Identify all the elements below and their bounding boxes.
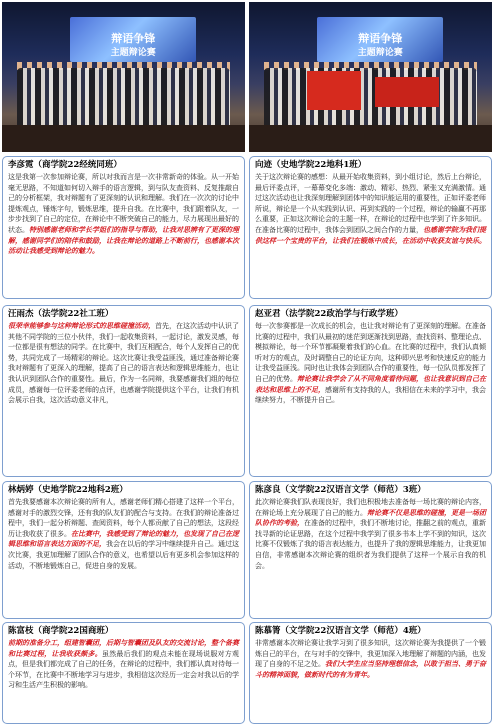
card-text-plain: 关于这次辩论赛的感想：从最开始收集资料，到小组讨论，然后上台辩论，最后评委点评，一幕幕变化多端：激动、精彩、热烈、紧张又充满激情。通过这次活动也让我深刻理解到团体中的知识能运用的重要性，正如评委老师所说，辩论是一个从实践到认识、再到实践的一个过程，辩论的输赢不再那么重要，正如这次辩论会的主题一样，在辩论的过程中也学到了许多知识。在准备比赛的过程中，我体会到团队之间合作的力量， bbox=[255, 173, 486, 234]
event-photo-group-right bbox=[249, 2, 492, 152]
participants-group bbox=[264, 68, 478, 125]
screen-title: 辩语争锋 bbox=[358, 31, 403, 45]
card-text-highlight: 辩论赛不仅是思维的碰撞，更是一场团队协作的考验， bbox=[255, 507, 486, 528]
reflection-card bbox=[2, 481, 245, 619]
card-text bbox=[255, 172, 486, 246]
card-author: 李彦霓（商学院22经统同班） bbox=[8, 160, 122, 170]
screen-title: 辩语争锋 bbox=[111, 31, 156, 45]
card-text bbox=[8, 497, 239, 571]
card-text-plain: 非常感谢本次辩论赛让我学习到了很多知识，这次辩论赛为我提供了一个锻炼自己的平台，在与对手的交锋中，我更加深入地理解了辩题的内涵，也发现了自身的不足之处。 bbox=[255, 639, 486, 669]
red-flag bbox=[307, 71, 360, 110]
card-text-highlight: 辩论赛让我学会了从不同角度看待问题，也让我意识到自己在表达和思维上的不足， bbox=[255, 373, 486, 394]
card-text-plain: 在准备的过程中，我们不断地讨论，推翻之前的观点，重新找寻新的论证思路，在这个过程中我学到了很多书本上学不到的知识，这次比赛不仅锻炼了我的语言表达能力，也提升了我的逻辑思维能力，让我更加自信，非常感谢本次辩论赛的组织者为我们提供了这样一个展示自我的机会。 bbox=[255, 519, 486, 570]
card-text-plain: 首先，在这次活动中认识了其他不同学院的三位小伙伴，我们一起收集资料，一起讨论，激发灵感，每一位都是很有想法的同学。在比赛中，我们互相配合，每个人发挥自己的优势，共同完成了一场精彩的辩论。这次比赛让我受益匪浅，通过准备辩论赛我对辩题有了更深入的理解，提高了自己的语言表达和逻辑思维能力，也让我认识到团队合作的重要性。最后，作为一名同辩，我要感谢我们组的每位成员，感谢每一位评委老师的点评，也感谢学院提供这个平台，让我们有机会展示自我，这次活动意义非凡， bbox=[8, 322, 239, 405]
reflection-card bbox=[2, 156, 245, 299]
card-text-highlight: 在比赛中，我感受到了辩论的魅力，也发现了自己在逻辑思维和语言表达方面的不足， bbox=[8, 528, 239, 549]
card-author: 汪雨杰（法学院22社工班） bbox=[8, 309, 114, 319]
stage-floor bbox=[249, 125, 492, 152]
card-text-plain: 每一次参赛都是一次成长的机会，也让我对辩论有了更深刻的理解。在准备比赛的过程中，我们从最初的迷茫到逐渐找到思路，查找资料、整理论点、模拟辩论，每一个环节都凝聚着我们的心血。在比赛的过程中，我们认真倾听对方的观点，及时调整自己的论证方向，这种即兴思考和快速反应的能力让我受益匪浅。同时也让我体会到团队合作的重要性，每一位队员都发挥了自己的优势。 bbox=[255, 322, 486, 383]
card-author: 陈富枝（商学院22国商班） bbox=[8, 626, 114, 636]
card-text bbox=[255, 638, 486, 680]
card-text bbox=[8, 321, 239, 406]
reflection-card bbox=[249, 622, 492, 724]
reflection-card bbox=[2, 622, 245, 724]
card-text-highlight: 很荣幸能够参与这种辩论形式的思维碰撞活动， bbox=[8, 321, 155, 330]
red-banner bbox=[375, 77, 438, 107]
card-text-plain: 我会在以后的学习中继续提升自己。通过这次比赛，我更加理解了团队合作的意义，也希望以后有更多机会参加这样的活动，不断地锻炼自己，促进自身的发展。 bbox=[8, 540, 239, 570]
participants-group bbox=[17, 68, 231, 125]
card-text bbox=[8, 638, 239, 691]
screen-subtitle: 主题辩论赛 bbox=[110, 47, 156, 58]
stage-floor bbox=[2, 125, 245, 152]
card-text bbox=[255, 321, 486, 406]
card-text bbox=[255, 497, 486, 571]
stage-screen bbox=[70, 17, 196, 62]
screen-subtitle: 主题辩论赛 bbox=[357, 47, 403, 58]
card-author: 向迹（史地学院22地科1班） bbox=[255, 160, 367, 170]
card-text-plain: 首先我要感谢本次辩论赛的所有人，感谢老师们精心搭建了这样一个平台，感谢对手的激烈交锋，还有我的队友们的配合与支持。在我们的辩论准备过程中，我们一起分析辩题、查阅资料，每个人都贡献了自己的想法，这段经历让我收获了很多。 bbox=[8, 498, 239, 538]
reflection-card bbox=[2, 305, 245, 477]
reflection-card bbox=[249, 481, 492, 619]
card-author: 林炳婷（史地学院22地科2班） bbox=[8, 485, 128, 495]
card-author: 陈彦良（文学院22汉语言文学（师范）3班） bbox=[255, 485, 426, 495]
card-text-plain: 虽然最后我们的观点未能在现场说服对方观点，但是我们都完成了自己的任务，在辩论的过程中，我们都认真对待每一个环节，在比赛中不断地学习与进步，我相信这次经历一定会对我以后的学习和生活产生积极的影响。 bbox=[8, 649, 240, 690]
card-text-highlight: 特别感谢老师和学长学姐们的指导与帮助，让我对思辨有了更深的理解，感谢同学们的陪伴和鼓励，让我在辩论的道路上不断前行，也感谢本次活动让我感受到辩论的魅力。 bbox=[8, 224, 239, 256]
card-author: 赵亚君（法学院22政治学与行政学班） bbox=[255, 309, 403, 319]
card-text-highlight: 我们大学生应当坚持理想信念，以敢于担当、勇于奋斗的精神面貌，做新时代的有为青年。 bbox=[255, 659, 486, 679]
card-text bbox=[8, 172, 239, 257]
card-text-highlight: 也感谢学院为我们提供这样一个宝贵的平台，让我们在锻炼中成长，在活动中收获友谊与快乐。 bbox=[255, 224, 486, 245]
stage-screen bbox=[317, 17, 443, 62]
event-photo-group-left bbox=[2, 2, 245, 152]
card-text-plain: 这是我第一次参加辩论赛，所以对我而言是一次非常新奇的体验。从一开始毫无思路，不知道如何切入辩手的语言逻辑，到与队友查资料、反复推敲自己的分析框架，我对辩题有了更深刻的认识和理解。我们在一次次的讨论中提炼观点，锤炼字句，锻炼思维，提升自我。在比赛中，我们跟着队友，一步步找到了自己的定位，在辩论中不断突破自己的能力，尽力展现出最好的状态。 bbox=[8, 173, 239, 234]
reflection-card bbox=[249, 156, 492, 299]
card-text-plain: 此次辩论赛我们队表现良好，我们也积极地去准备每一场比赛的辩论内容，在辩论场上充分展现了自己的能力。 bbox=[255, 498, 486, 517]
card-text-plain: 感谢所有支持我的人，我相信在未来的学习中，我会继续努力，不断提升自己。 bbox=[255, 385, 486, 405]
reflection-card bbox=[249, 305, 492, 477]
card-author: 陈慕箐（文学院22汉语言文学（师范）4班） bbox=[255, 626, 426, 636]
card-text-highlight: 前期的准备分工，组建智囊团，后期与智囊团及队友的交流讨论，整个备赛和比赛过程，让我收获颇多。 bbox=[8, 638, 239, 658]
